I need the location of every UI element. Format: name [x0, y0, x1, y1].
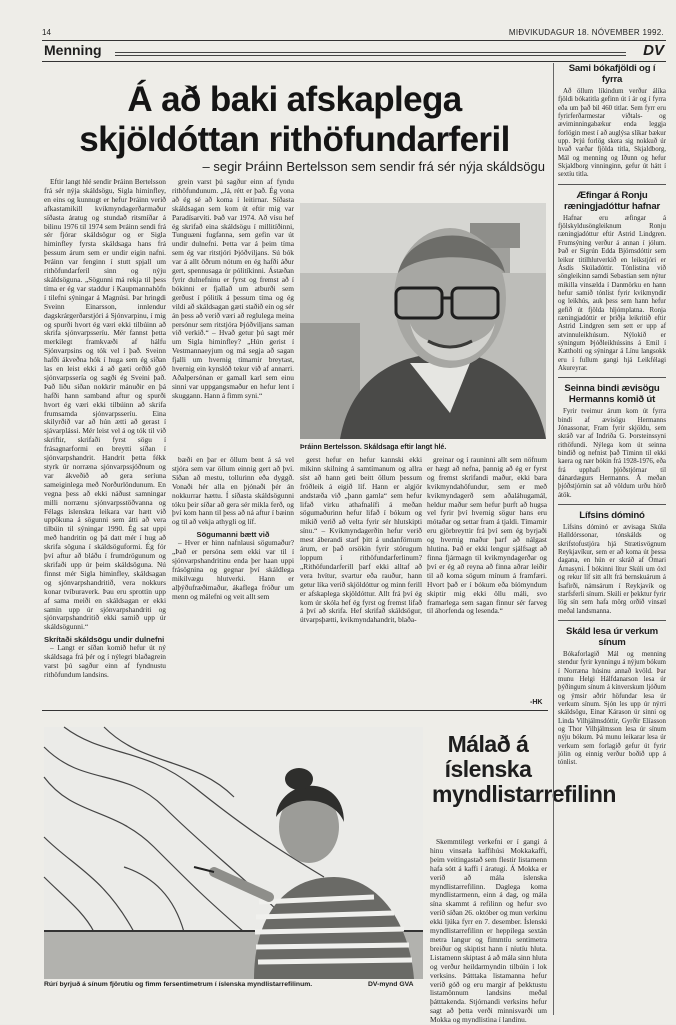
sidebar-text: Lífsins dóminó er ævisaga Skúla Halldórssonar, tónskálds og skrifstofustjóra hjá Strætisvögnum Reykjavíkur, sem er að koma út þessa dagana, en hún er skráð af Ómari Árnasyni. Í bókinni lítur Skúli um öxl og rekur líf sitt allt frá bernskuárum á Ísafirði, námsárum í Reykjavík og starfsferli sínum. Skúli er þekktur fyrir lög sín sem hafa mörg orðið vinsæl meðal landsmanna. [558, 524, 666, 615]
lower-subtitle: Sögumanni bætt við [196, 530, 270, 540]
painting-article-text: Skemmtilegt verkefni er í gangi á hinu vinsæla kaffihúsi Mokkakaffi, þeim veitingastað sem flestir listamenn hafa sótt á kaffi í áratugi. Á Mokka er verið að mála íslenska myndlistarrefilinn. Daglega koma myndlistarmenn, einn á dag, og mála sína skammt á refilinn og hefur svo verið síðan 26. október og mun verkinu ekki ljúka fyrr en 7. desember. Íslenski myndlistarrefilinn er heppilega sextán metra langur og fimmtíu sentimetra breiður og skiptist hann í níutíu hluta. Listamenn skiptast á að mála sinn hluta og verður heildarmyndin tilbúin í lok verksins. Þátttaka listamanna hefur verið góð og eru margir af þekktustu listamönnum landsins meðal þátttakenda. Stjórnandi verksins hefur sagt að þetta verði minnisvarði um Mokka og myndlistina í landinu. [430, 837, 547, 1025]
portrait-graphic [300, 203, 546, 439]
article-body-1b: – Langt er síðan komið hefur út ný skáldsaga frá þér og í nýlegri blaðagrein varst þú sagður einn af fyndnustu rithöfundum landsins. [44, 643, 166, 679]
painting-article-body [430, 837, 547, 1025]
sidebar-item [558, 510, 666, 616]
article-column-1 [44, 178, 166, 706]
article-column-2 [172, 178, 294, 443]
photo-credit: DV-mynd GVA [368, 981, 414, 988]
page-number: 14 [42, 28, 51, 37]
dv-logo: DV [643, 42, 664, 59]
sidebar-headline: Æfingar á Ronju ræningjadóttur hafnar [563, 189, 660, 212]
header-rule-bottom [42, 61, 666, 62]
author-portrait-photo [300, 203, 546, 439]
section-rule [115, 52, 626, 56]
section-title: Menning [44, 42, 102, 58]
portrait-caption: Þráinn Bertelsson. Skáldsaga eftir langt hlé. [300, 444, 447, 451]
headline-line-2: skjöldóttan rithöfundarferil [79, 120, 510, 159]
sidebar-text: Hafnar eru æfingar á fjölskyldusöngleiknum Ronju ræningjadóttur eftir Astrid Lindgren. Frumsýning verður á annan í jólum. Það er Sigrún Edda Björnsdóttir sem leikur titilhlutverkið en leikstjóri er Ásdís Skúladóttir. Tónlistina við söngleikinn samdi Sebastian sem nýtur mikilla vinsælda í Danmörku en hann hefur samið tónlist fyrir kvikmyndir og leikhús, auk þess sem hann hefur gefið út fjölda hljómplatna. Ronja ræningjadóttir er þriðja leikritið eftir Astrid Lindgren sem sett er upp af atvinnuleikhúsum. Nýlokið er sýningum Þjóðleikhússins á Emil í Kattholti og sýningar á Línu langsokk eru í fullum gangi hjá Leikfélagi Akureyrar. [558, 214, 666, 372]
article-body-2: grein varst þú sagður einn af fyndu rithöfundunum. „Já, rétt er það. Ég vona að ég sé að koma í leitirnar. Síðasta skáldsagan sem kom út eftir mig var Paradísarvíti. Það var 1974. Að vísu hef ég skrifað eina skáldsögu í millitíðinni, Tunguæni fugfanna, sem gefin var út undir dulnefni. Þetta var á þeim tíma sem ég var ritstjóri Þjóðviljans. Sú bók var á allt öðrum nótum en ég hafði áður gert, spennusaga úr pólitíkinni. Ástæðan fyrir dulnefninu er fyrst og fremst að í bókinni er fjallað um atburði sem gerðust í pólitík á þessum tíma og ég vildi að skáldsagan gæti staðið ein og sér án þess að verið væri að reglulega meina persónur sem ritstjóra Þjóðviljans saman við verkið.“ – Hvað getur þú sagt mér um Sigla himinfley? „Hún gerist í Vestmannaeyjum og má segja að sagan fjalli um hvernig tímarnir breytast, hvernig ein kynslóð tekur við af annarri. Aðalpersónan er gamall karl sem einu sinni var uppgangsmaður en hefur lent í skuggann. Hann á fimm syni.“ [172, 177, 294, 400]
sidebar-divider [558, 377, 666, 378]
sidebar-headline: Skáld lesa úr verkum sínum [566, 625, 658, 648]
painter-graphic [44, 727, 423, 979]
article-divider [42, 710, 548, 711]
lower-body-2: gerst hefur en hefur kannski ekki mikinn skilning á samtímanum og allra síst að hann geti beitt öllum þessum fróðleik á eigið líf. Hann er algjör andstæða við „þann gamla“ sem hefur lifað virku athafnalífi á meðan sögumaðurinn hefur lifað í bókum og mikið verið að velta fyrir sér hlutskipti sínu.“ – Kvikmyndagerðin hefur verið mest áberandi starf þitt á undanförnum árum, er það orsökin fyrir störugum loppum í rithöfundarferlinum? „Rithöfundarferill þarf ekki alltaf að vera hvítur, svartur eða rauður, hann getur líka verið skjöldóttur og minn ferill er afskaplega skjöldóttur. Allt frá því ég kom úr skóla hef ég fyrst og fremst lifað á því að skrifa. Hef skrifað skáldsögur, útvarpsþætti, kvikmyndahandrit, blaða- [300, 455, 422, 625]
author-signature: -HK [530, 699, 543, 706]
headline-line-1: Á að baki afskaplega [127, 80, 462, 119]
sidebar-text: Fyrir tveimur árum kom út fyrra bindi af ævisögu Hermanns Jónassonar, Fram fyrir skjöldu, sem skráð var af Indriða G. Þorsteinssyni rithöfundi. Nýlega kom út seinna bindið og nefnist það Tíminn til ekki kaera og nær bókin frá 1928-1976, eða frá upphafi þjóðstjórnar til dánardægurs Hermanns. Á meðan þjóðstjórnin sat að völdum urðu hörð átök. [558, 408, 666, 499]
lower-body-1: bæði en þar er öllum bent á sá vel stjóra sem var öllum einnig gert að því. Síðan að mestu, tollurinn eða dyggð. Vonaði hér alla en þjónaði þér án nokkurrar hættu. Í síðasta skáldsögunni tóku þeir síðar að gera sér mikla ferð, og því kom hann til þess að ná aftur í bæinn og til að vekja athygli og líf. [172, 455, 294, 527]
lower-column-3 [427, 456, 547, 696]
sidebar-item [558, 383, 666, 500]
news-sidebar [553, 63, 666, 1015]
sidebar-divider [558, 504, 666, 505]
sidebar-item [558, 190, 666, 374]
page-header-strip [42, 28, 666, 40]
painting-headline: Málað á íslenska myndlistarrefilinn [432, 731, 616, 807]
sidebar-text: Að öllum líkindum verður álíka fjöldi bókatitla gefinn út í ár og í fyrra eða um það bil 460 titlar. Sem fyrr eru fyrirferðarmestar viðtals- og æviminningabækur enda leggja forlögin mest í að auglýsa slíkar bækur upp. Þrjú forlög skera sig nokkuð úr hvað varðar fjölda titla, Skjaldborg, Mál og menning og Iðunn og hefur Skjaldborg vinninginn, gefur út hátt í sextíu titla. [558, 88, 666, 179]
sidebar-item [558, 63, 666, 180]
header-rule [42, 40, 666, 41]
sidebar-headline: Lífsins dóminó [579, 510, 645, 522]
sidebar-text: Bókaforlagið Mál og menning stendur fyrir kynningu á nýjum bókum í Norræna húsinu annað kvöld. Þar munu Helgi Hálfdanarson lesa úr þýðingum sínum á kínverskum ljóðum og ýmsir aðrir höfundar lesa úr verkum sínum. Sjón les upp úr nýrri skáldsögu, Einar Kárason úr sinni og Linda Vilhjálmsdóttir, Gyrðir Elíasson og Thor Vilhjálmsson lesa úr sínum nýju bókum. Þá munu leikarar lesa úr verkum sem forlagið gefur út fyrir jólin og einnig verður boðið upp á tónlist. [558, 650, 666, 767]
painter-caption: Rúrí byrjuð á sínum fjörutíu og fimm fersentimetrum í íslenska myndlistarrefilinum. [44, 981, 313, 988]
issue-date: MIÐVIKUDAGUR 18. NÓVEMBER 1992. [508, 28, 664, 37]
article-subhead: – segir Þráinn Bertelsson sem sendir frá sér nýja skáldsögu [202, 159, 545, 174]
sidebar-divider [558, 620, 666, 621]
article-headline [42, 80, 547, 160]
sidebar-headline: Sami bókafjöldi og í fyrra [568, 63, 656, 85]
column-subtitle: Skrítaði skáldsögu undir dulnefni [44, 635, 165, 645]
sidebar-item [558, 626, 666, 768]
article-body-1: Eftir langt hlé sendir Þráinn Bertelsson frá sér nýja skáldsögu, Sigla himinfley, en eins og kunnugt er hefur Þráinn verið afkastamikill kvikmyndagerðarmaður síðasta áratug og stundað ritsmíðar á bilinu 1976 til 1974 sem Þráinn sendi frá sér fjórar skáldsögur og er Sigla himinfley fyrsta skáldsaga hans frá þessum árum sem er undir eigin nafni. Þráinn var fenginn í stutt spjall um rithöfundarferil sinn og nýju skáldsöguna. „Sögunni má rekja til þess tíma er ég var staddur í Kaupmannahöfn í tilefni sýningar á Magnúsi. Þar hringdi Sveinn Einarsson, innlendur dagskrárgerðarstjóri á Sjónvarpinu, í mig og spurði hvort ég væri ekki tilbúinn að skrifa sjónvarpsseríu. Mér fannst þetta merkilegt framkvæði af hálfu Sjónvarpsins og tók vel í það. Sveinn hafði ákveðna hók í huga sem ég síðan las en leist ekki á að gæti orðið góð sjónvarpssería og sagði ég Sveini það. Það liðu síðan nokkrir mánuðir en þá hafði hann samband aftur og spurði hvort ég væri ekki tilbúinn að skrifa frumsamda sjónvarpsseríu. Eina skilyrðið var að hún ætti að gerast í sjávarplássi. Mér leist vel á og tók til við skriftir, skrifaði fyrst sögu í frásagnarformi en breytti síðan í sjónvarpshandrit. Handrit þetta fékk styrk úr norræna sjónvarpssjóðnum og var ákveðið að gera seríuna sameiginlega með Norðurlöndunum. En vegna þess að ekki náðust samningar milli norrænu sjónvarpsstöðvanna og Félags íslenskra leikara var hætt við uppökuna á sögunni sem átti að vera tilbúin til sýningar 1990. Ég sat uppi með handritin og þá datt mér í hug að skrifa söguna í skáldsöguformi. Ég fór því aftur að bláðu í frumdrögunum og skrifaði upp úr þeim skáldsöguna. Nú finnst mér Sigla himinfley, skáldsagan og sjónvarpshandritið, vera nokkurs konar tvíburaverk. Þau eru sprottin upp af sama meiði en skáldsagan er ekki samin upp úr sjónvarpshandriti og sjónvarpshandritið ekki samið upp úr skáldsögunni.“ [44, 177, 166, 632]
sidebar-divider [558, 184, 666, 185]
sidebar-headline: Seinna bindi ævisögu Hermanns komið út [564, 383, 660, 406]
lower-column-2 [300, 456, 422, 706]
lower-body-1b: – Hver er hinn nafnlausi sögumaður? „Það er persóna sem ekki var til í sjónvarpshandritinu enda þer haan uppi frásögnina og gegnar því skáldlega mikilvægu hlutverki. Hann er alþýðufræðimaður, ákaflega fróður um menn og málefni og veit allt sem [172, 538, 294, 601]
lower-column-1 [172, 456, 294, 706]
painter-photo [44, 727, 423, 979]
lower-body-3: greinar og í rauninni allt sem nöfnum er hægt að nefna, þannig að ég er fyrst og fremst skrifandi maður, ekki bara kvikmyndahöfundur, sem er með kvikmyndagerð sem aðaláhugamál, heldur maður sem hefur þurft að hugsa vel fyrir því hvernig sögur hans eru mótaðar og settar fram á tjaldi. Tímarnir eru gjörbreyttir frá því sem ég byrjaði og hvernig maður þarf að nálgast hlutina. Það er ekki lengur sjálfsagt að finna fjármagn til kvikmyndagerðar og því er ég að reyna að finna aðrar leiðir til að koma sögum mínum á framfæri. Hvort það er í bókum eða bíómyndum skiptir mig ekki öllu máli, svo framarlega sem sagan finnur sér farveg til áhorfenda og lesenda.“ [427, 455, 547, 616]
